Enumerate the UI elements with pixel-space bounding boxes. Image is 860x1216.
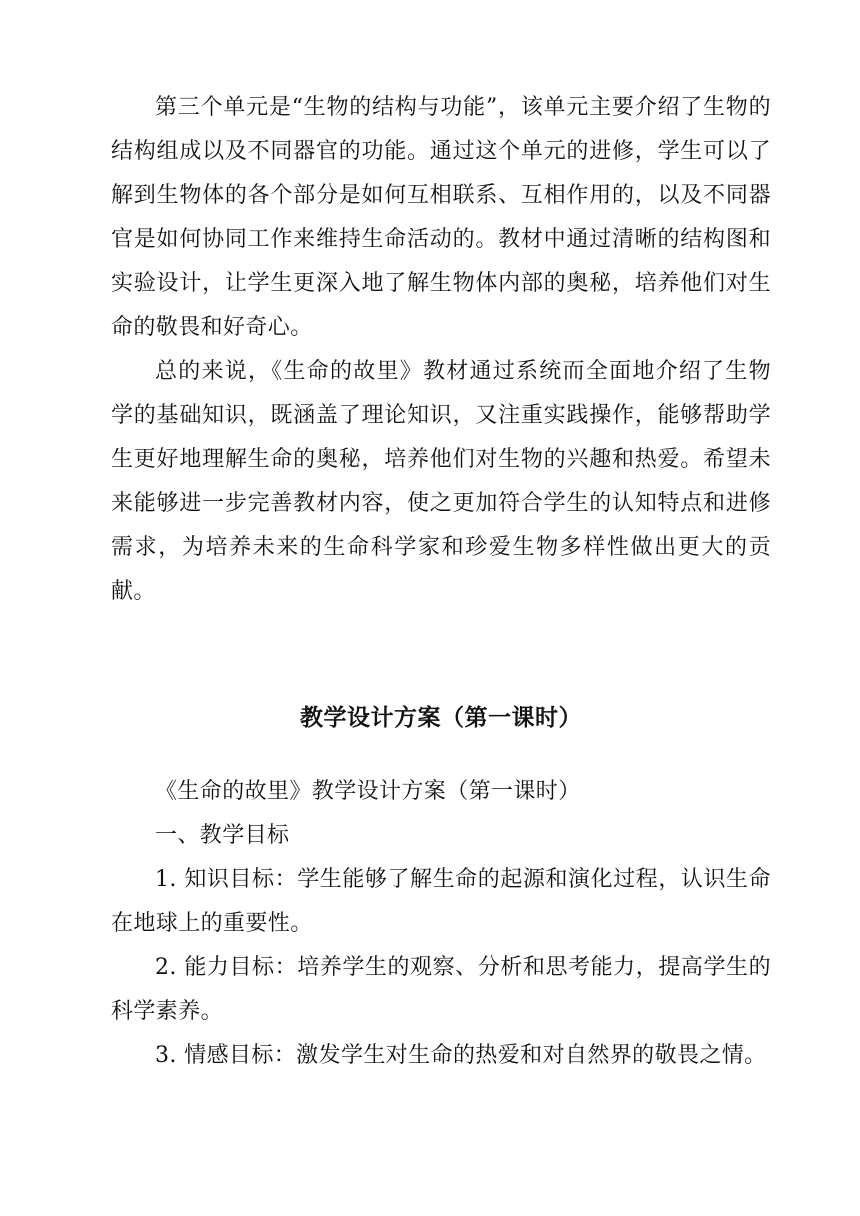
- objectives-heading: 一、教学目标: [155, 823, 290, 848]
- section-spacer: [111, 738, 771, 770]
- plan-heading-paragraph: 《生命的故里》教学设计方案（第一课时）: [155, 779, 581, 804]
- paragraph-unit-three: 第三个单元是“生物的结构与功能”，该单元主要介绍了生物的结构组成以及不同器官的功能。通过这个单元的进修，学生可以了解到生物体的各个部分是如何互相联系、互相作用的，以及不同器官是如何协同工作来维持生命活动的。教材中通过清晰的结构图和实验设计，让学生更深入地了解生物体内部的奥秘，培养他们对生命的敬畏和好奇心。: [111, 95, 771, 340]
- knowledge-objective: 1. 知识目标：学生能够了解生命的起源和演化过程，认识生命在地球上的重要性。: [111, 867, 771, 936]
- ability-objective: 2. 能力目标：培养学生的观察、分析和思考能力，提高学生的科学素养。: [111, 955, 771, 1024]
- document-body: [111, 86, 771, 1078]
- section-spacer: [111, 614, 771, 698]
- section-title: 教学设计方案（第一课时）: [300, 705, 582, 731]
- paragraph-summary: 总的来说，《生命的故里》教材通过系统而全面地介绍了生物学的基础知识，既涵盖了理论知识，又注重实践操作，能够帮助学生更好地理解生命的奥秘，培养他们对生物的兴趣和热爱。希望未来能够进一步完善教材内容，使之更加符合学生的认知特点和进修需求，为培养未来的生命科学家和珍爱生物多样性做出更大的贡献。: [111, 359, 771, 604]
- emotion-objective: 3. 情感目标：激发学生对生命的热爱和对自然界的敬畏之情。: [155, 1043, 767, 1068]
